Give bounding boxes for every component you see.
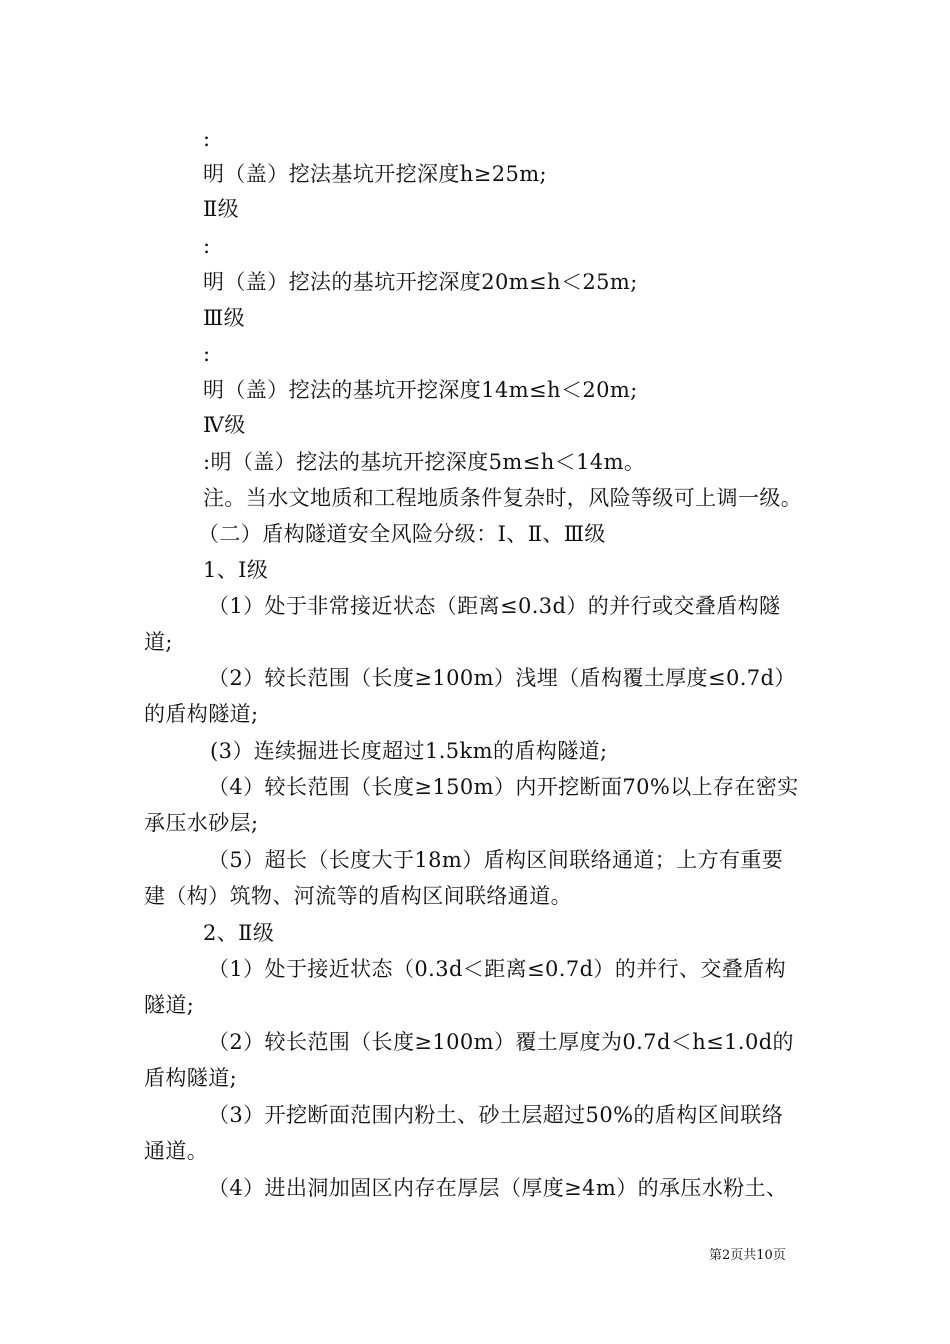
text-line: （2）较长范围（长度≥100m）覆土厚度为0.7d＜h≤1.0d的 (208, 1030, 794, 1054)
text-line: （4）较长范围（长度≥150m）内开挖断面70%以上存在密实 (208, 775, 799, 799)
text-line: Ⅱ级 (203, 197, 240, 221)
text-line: （2）较长范围（长度≥100m）浅埋（盾构覆土厚度≤0.7d） (208, 666, 796, 690)
text-line: 盾构隧道; (144, 1066, 238, 1090)
text-line: 注。当水文地质和工程地质条件复杂时，风险等级可上调一级。 (203, 486, 803, 510)
text-line: Ⅳ级 (203, 413, 246, 437)
text-line: （1）处于非常接近状态（距离≤0.3d）的并行或交叠盾构隧 (208, 594, 781, 618)
text-line: : (203, 127, 211, 151)
text-line: 明（盖）挖法的基坑开挖深度14m≤h＜20m; (203, 378, 638, 402)
section-heading: （二）盾构隧道安全风险分级：Ⅰ、Ⅱ、Ⅲ级 (198, 522, 606, 546)
text-line: 隧道; (144, 993, 195, 1017)
text-line: 明（盖）挖法的基坑开挖深度20m≤h＜25m; (203, 270, 638, 294)
text-line: :明（盖）挖法的基坑开挖深度5m≤h＜14m。 (203, 450, 646, 474)
text-line: : (203, 234, 211, 258)
subsection-heading: 1、Ⅰ级 (203, 558, 269, 582)
text-line: 明（盖）挖法基坑开挖深度h≥25m; (203, 162, 548, 186)
text-line: 的盾构隧道; (144, 702, 259, 726)
text-line: （4）进出洞加固区内存在厚层（厚度≥4m）的承压水粉土、 (208, 1176, 788, 1200)
text-line: （1）处于接近状态（0.3d＜距离≤0.7d）的并行、交叠盾构 (208, 957, 787, 981)
subsection-heading: 2、Ⅱ级 (203, 921, 275, 945)
text-line: （5）超长（长度大于18m）盾构区间联络通道；上方有重要 (208, 848, 784, 872)
text-line: 承压水砂层; (144, 811, 259, 835)
text-line: 道; (144, 630, 173, 654)
text-line: (3）连续掘进长度超过1.5km的盾构隧道; (210, 739, 608, 763)
text-line: 建（构）筑物、河流等的盾构区间联络通道。 (144, 884, 572, 908)
page-number-footer: 第2页共10页 (709, 1248, 786, 1263)
text-line: 通道。 (144, 1139, 209, 1163)
text-line: Ⅲ级 (203, 306, 246, 330)
text-line: （3）开挖断面范围内粉土、砂土层超过50%的盾构区间联络 (208, 1103, 784, 1127)
text-line: : (203, 342, 211, 366)
